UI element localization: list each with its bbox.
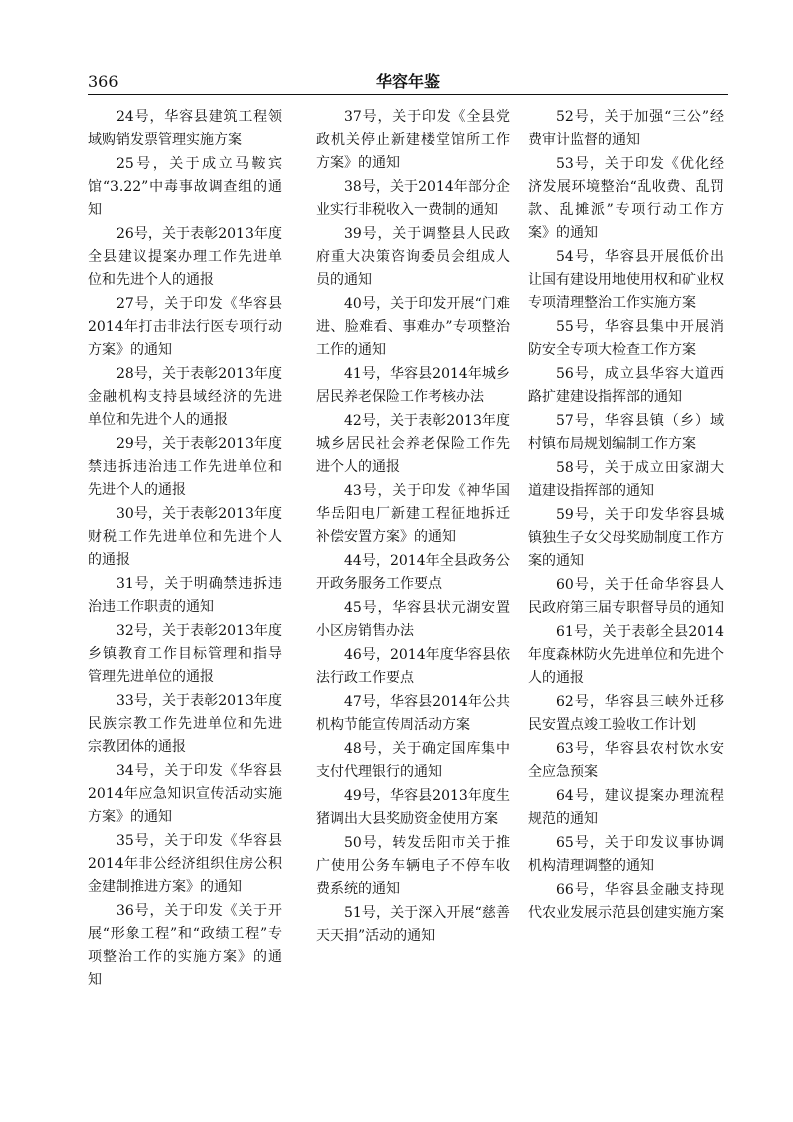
document-entry: 62号，华容县三峡外迁移民安置点竣工验收工作计划 xyxy=(528,694,724,733)
document-entry: 64号，建议提案办理流程规范的通知 xyxy=(528,788,724,827)
document-entry: 24号，华容县建筑工程领域购销发票管理实施方案 xyxy=(88,109,282,148)
document-entry: 58号，关于成立田家湖大道建设指挥部的通知 xyxy=(528,460,724,499)
document-entry: 57号，华容县镇（乡）域村镇布局规划编制工作方案 xyxy=(528,413,724,452)
document-entry: 31号，关于明确禁违拆违治违工作职责的通知 xyxy=(88,576,282,615)
document-entry: 36号，关于印发《关于开展“形象工程”和“政绩工程”专项整治工作的实施方案》的通知 xyxy=(88,903,282,988)
document-entry: 55号，华容县集中开展消防安全专项大检查工作方案 xyxy=(528,319,724,358)
document-entry: 41号，华容县2014年城乡居民养老保险工作考核办法 xyxy=(316,366,510,405)
document-entry: 25号，关于成立马鞍宾馆“3.22”中毒事故调查组的通知 xyxy=(88,156,282,218)
document-entry: 44号，2014年全县政务公开政务服务工作要点 xyxy=(316,553,510,592)
document-entry: 56号，成立县华容大道西路扩建建设指挥部的通知 xyxy=(528,366,724,405)
document-entry: 60号，关于任命华容县人民政府第三届专职督导员的通知 xyxy=(528,577,724,616)
document-entry: 29号，关于表彰2013年度禁违拆违治违工作先进单位和先进个人的通报 xyxy=(88,436,282,498)
document-entry: 38号，关于2014年部分企业实行非税收入一费制的通知 xyxy=(316,179,510,218)
document-entry: 35号，关于印发《华容县2014年非公经济组织住房公积金建制推进方案》的通知 xyxy=(88,833,282,895)
document-entry: 50号，转发岳阳市关于推广使用公务车辆电子不停车收费系统的通知 xyxy=(316,835,510,897)
document-entry: 28号，关于表彰2013年度金融机构支持县域经济的先进单位和先进个人的通报 xyxy=(88,366,282,428)
text-column-middle xyxy=(316,106,510,949)
document-entry: 61号，关于表彰全县2014年度森林防火先进单位和先进个人的通报 xyxy=(528,624,724,686)
document-entry: 59号，关于印发华容县城镇独生子女父母奖励制度工作方案的通知 xyxy=(528,507,724,569)
document-entry: 54号，华容县开展低价出让国有建设用地使用权和矿业权专项清理整治工作实施方案 xyxy=(528,249,724,311)
document-entry: 52号，关于加强“三公”经费审计监督的通知 xyxy=(528,109,724,148)
document-entry: 37号，关于印发《全县党政机关停止新建楼堂馆所工作方案》的通知 xyxy=(316,109,510,171)
page-number: 366 xyxy=(88,72,119,91)
document-entry: 42号，关于表彰2013年度城乡居民社会养老保险工作先进个人的通报 xyxy=(316,413,510,475)
document-entry: 32号，关于表彰2013年度乡镇教育工作目标管理和指导管理先进单位的通报 xyxy=(88,623,282,685)
document-entry: 30号，关于表彰2013年度财税工作先进单位和先进个人的通报 xyxy=(88,506,282,568)
page-header xyxy=(88,72,728,95)
document-entry: 45号，华容县状元湖安置小区房销售办法 xyxy=(316,600,510,639)
book-title: 华容年鉴 xyxy=(375,72,440,91)
document-entry: 26号，关于表彰2013年度全县建议提案办理工作先进单位和先进个人的通报 xyxy=(88,226,282,288)
document-entry: 43号，关于印发《神华国华岳阳电厂新建工程征地拆迁补偿安置方案》的通知 xyxy=(316,483,510,545)
text-column-left xyxy=(88,106,282,993)
document-entry: 66号，华容县金融支持现代农业发展示范县创建实施方案 xyxy=(528,882,724,921)
document-entry: 47号，华容县2014年公共机构节能宣传周活动方案 xyxy=(316,694,510,733)
document-entry: 27号，关于印发《华容县2014年打击非法行医专项行动方案》的通知 xyxy=(88,296,282,358)
document-entry: 53号，关于印发《优化经济发展环境整治“乱收费、乱罚款、乱摊派”专项行动工作方案》的通知 xyxy=(528,156,724,241)
document-entry: 39号，关于调整县人民政府重大决策咨询委员会组成人员的通知 xyxy=(316,226,510,288)
document-entry: 51号，关于深入开展“慈善天天捐”活动的通知 xyxy=(316,905,510,944)
document-entry: 46号，2014年度华容县依法行政工作要点 xyxy=(316,647,510,686)
document-entry: 40号，关于印发开展“门难进、脸难看、事难办”专项整治工作的通知 xyxy=(316,296,510,358)
document-entry: 63号，华容县农村饮水安全应急预案 xyxy=(528,741,724,780)
document-entry: 48号，关于确定国库集中支付代理银行的通知 xyxy=(316,741,510,780)
document-entry: 49号，华容县2013年度生猪调出大县奖励资金使用方案 xyxy=(316,788,510,827)
document-entry: 65号，关于印发议事协调机构清理调整的通知 xyxy=(528,835,724,874)
document-entry: 34号，关于印发《华容县2014年应急知识宣传活动实施方案》的通知 xyxy=(88,763,282,825)
text-column-right xyxy=(528,106,724,926)
document-entry: 33号，关于表彰2013年度民族宗教工作先进单位和先进宗教团体的通报 xyxy=(88,693,282,755)
